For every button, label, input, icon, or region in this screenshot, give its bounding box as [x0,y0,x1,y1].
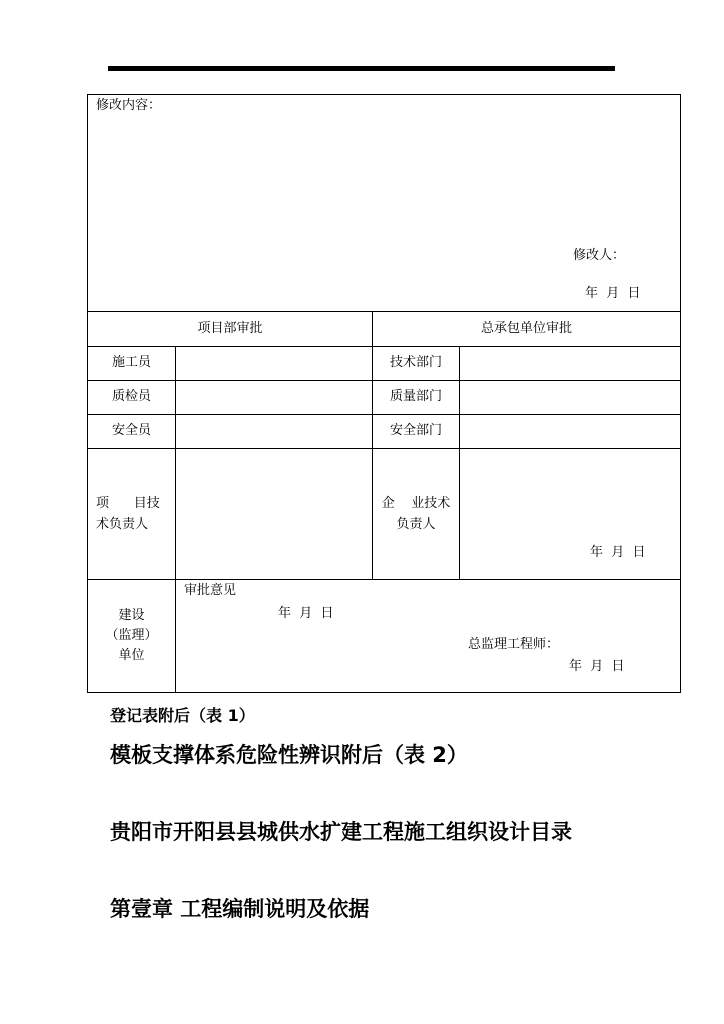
constructor-signature-cell [176,347,373,381]
modify-date: 年 月 日 [585,286,641,301]
safety-officer-label: 安全员 [88,415,176,449]
heading-chapter-one: 第壹章 工程编制说明及依据 [110,897,370,921]
quality-inspector-signature-cell [176,381,373,415]
attachment-note: 登记表附后（表 1） [110,706,255,725]
supervision-unit-label: 建设 （监理） 单位 [88,580,176,693]
chief-supervisor-date: 年 月 日 [569,659,625,674]
quality-inspector-label: 质检员 [88,381,176,415]
tech-lead-date: 年 月 日 [590,545,646,560]
project-tech-lead-label: 项 目技 术负责人 [88,449,176,580]
chief-supervisor-label: 总监理工程师： [468,637,560,652]
tech-dept-label: 技术部门 [373,347,460,381]
constructor-label: 施工员 [88,347,176,381]
heading-table-of-contents: 贵阳市开阳县县城供水扩建工程施工组织设计目录 [110,820,572,844]
enterprise-tech-lead-label: 企 业技术 负责人 [373,449,460,580]
approval-opinion-label: 审批意见 [184,583,237,598]
table-row [88,347,681,381]
modifier-label: 修改人： [573,248,626,263]
modify-content-label: 修改内容： [96,98,162,113]
enterprise-tech-lead-signature-cell [460,449,681,580]
table-row [88,415,681,449]
project-tech-lead-signature-cell [176,449,373,580]
opinion-date: 年 月 日 [278,606,334,621]
safety-dept-label: 安全部门 [373,415,460,449]
tech-dept-signature-cell [460,347,681,381]
supervision-opinion-cell [176,580,681,693]
modify-content-cell [88,95,681,312]
approval-form-table [87,94,681,693]
general-contractor-approval-header: 总承包单位审批 [373,312,681,347]
top-rule [108,66,615,71]
heading-formwork-risk: 模板支撑体系危险性辨识附后（表 2） [110,743,468,767]
quality-dept-signature-cell [460,381,681,415]
safety-dept-signature-cell [460,415,681,449]
quality-dept-label: 质量部门 [373,381,460,415]
table-row [88,381,681,415]
project-dept-approval-header: 项目部审批 [88,312,373,347]
safety-officer-signature-cell [176,415,373,449]
